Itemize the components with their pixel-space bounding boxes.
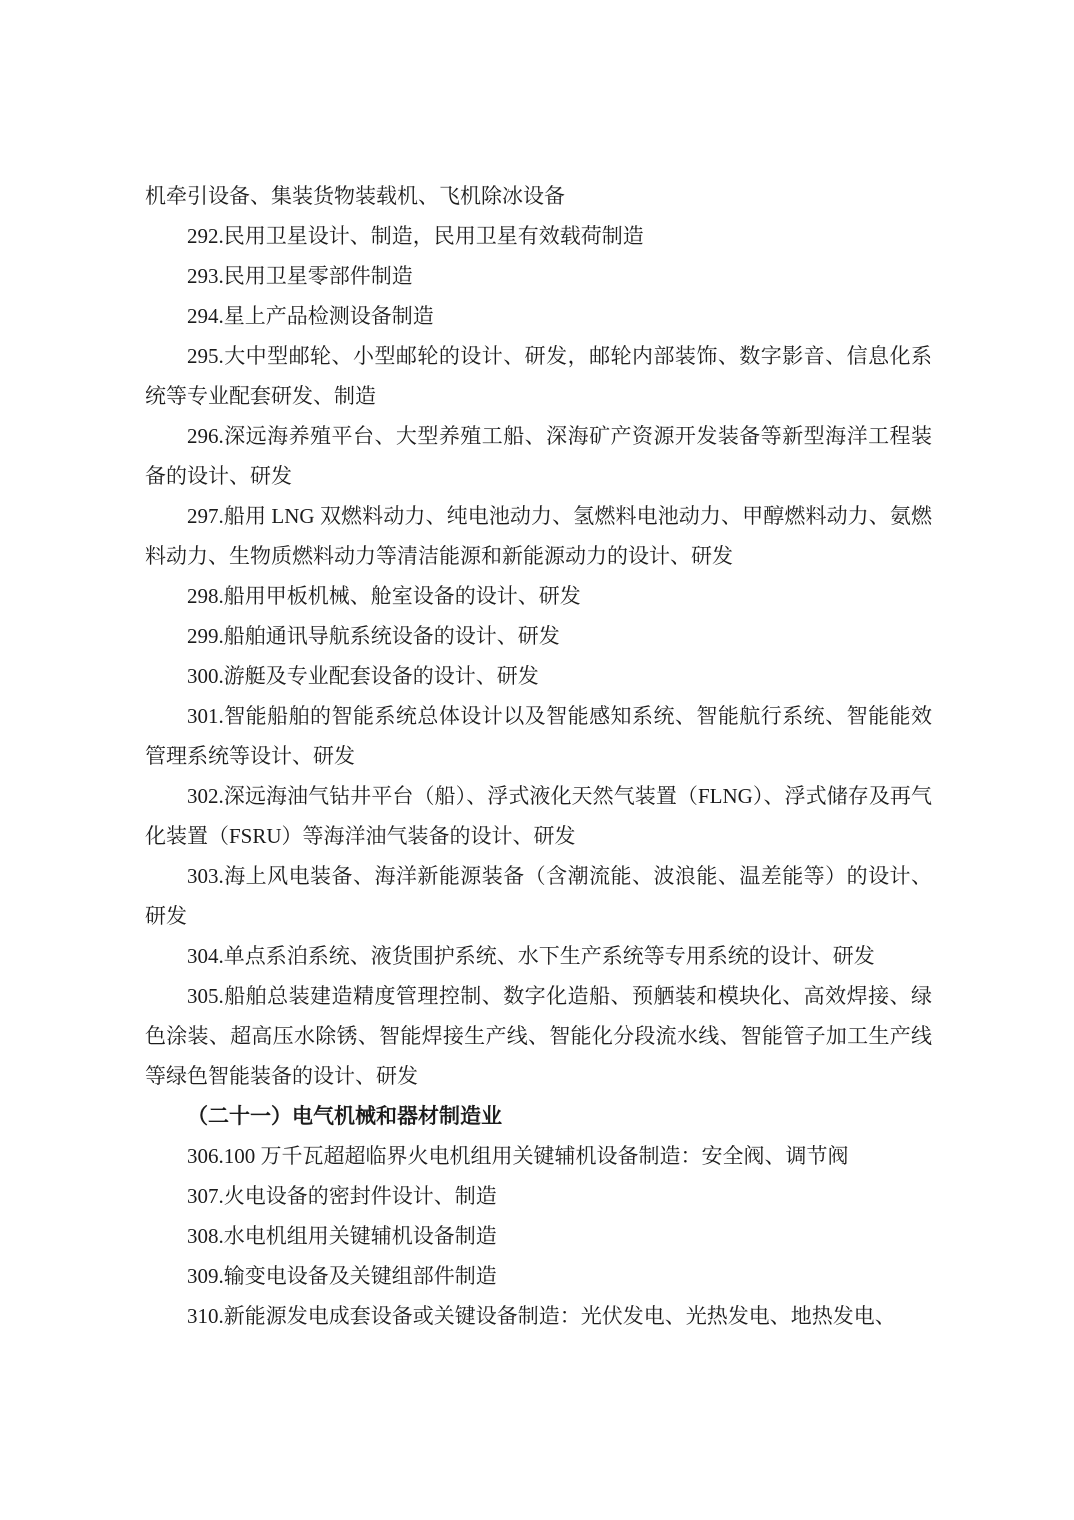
paragraph: 303.海上风电装备、海洋新能源装备（含潮流能、波浪能、温差能等）的设计、研发 bbox=[145, 864, 932, 928]
paragraph: 310.新能源发电成套设备或关键设备制造：光伏发电、光热发电、地热发电、 bbox=[187, 1304, 896, 1328]
paragraph: 295.大中型邮轮、小型邮轮的设计、研发，邮轮内部装饰、数字影音、信息化系统等专业配套研发、制造 bbox=[145, 344, 932, 408]
section-heading: （二十一）电气机械和器材制造业 bbox=[187, 1104, 502, 1128]
paragraph: 296.深远海养殖平台、大型养殖工船、深海矿产资源开发装备等新型海洋工程装备的设计、研发 bbox=[145, 424, 932, 488]
paragraph: 297.船用 LNG 双燃料动力、纯电池动力、氢燃料电池动力、甲醇燃料动力、氨燃料动力、生物质燃料动力等清洁能源和新能源动力的设计、研发 bbox=[145, 504, 932, 568]
paragraph: 298.船用甲板机械、舱室设备的设计、研发 bbox=[187, 584, 581, 608]
paragraph: 301.智能船舶的智能系统总体设计以及智能感知系统、智能航行系统、智能能效管理系统等设计、研发 bbox=[145, 704, 932, 768]
paragraph: 304.单点系泊系统、液货围护系统、水下生产系统等专用系统的设计、研发 bbox=[187, 944, 875, 968]
paragraph: 292.民用卫星设计、制造，民用卫星有效载荷制造 bbox=[187, 224, 644, 248]
paragraph: 308.水电机组用关键辅机设备制造 bbox=[187, 1224, 497, 1248]
paragraph: 309.输变电设备及关键组部件制造 bbox=[187, 1264, 497, 1288]
paragraph: 299.船舶通讯导航系统设备的设计、研发 bbox=[187, 624, 560, 648]
paragraph: 293.民用卫星零部件制造 bbox=[187, 264, 413, 288]
paragraph: 307.火电设备的密封件设计、制造 bbox=[187, 1184, 497, 1208]
paragraph: 300.游艇及专业配套设备的设计、研发 bbox=[187, 664, 539, 688]
paragraph: 305.船舶总装建造精度管理控制、数字化造船、预舾装和模块化、高效焊接、绿色涂装、超高压水除锈、智能焊接生产线、智能化分段流水线、智能管子加工生产线等绿色智能装备的设计、研发 bbox=[145, 984, 932, 1088]
paragraph: 306.100 万千瓦超超临界火电机组用关键辅机设备制造：安全阀、调节阀 bbox=[187, 1144, 849, 1168]
paragraph: 机牵引设备、集装货物装载机、飞机除冰设备 bbox=[145, 184, 565, 208]
paragraph: 294.星上产品检测设备制造 bbox=[187, 304, 434, 328]
paragraph: 302.深远海油气钻井平台（船）、浮式液化天然气装置（FLNG）、浮式储存及再气化装置（FSRU）等海洋油气装备的设计、研发 bbox=[145, 784, 932, 848]
document-body bbox=[145, 176, 932, 1336]
